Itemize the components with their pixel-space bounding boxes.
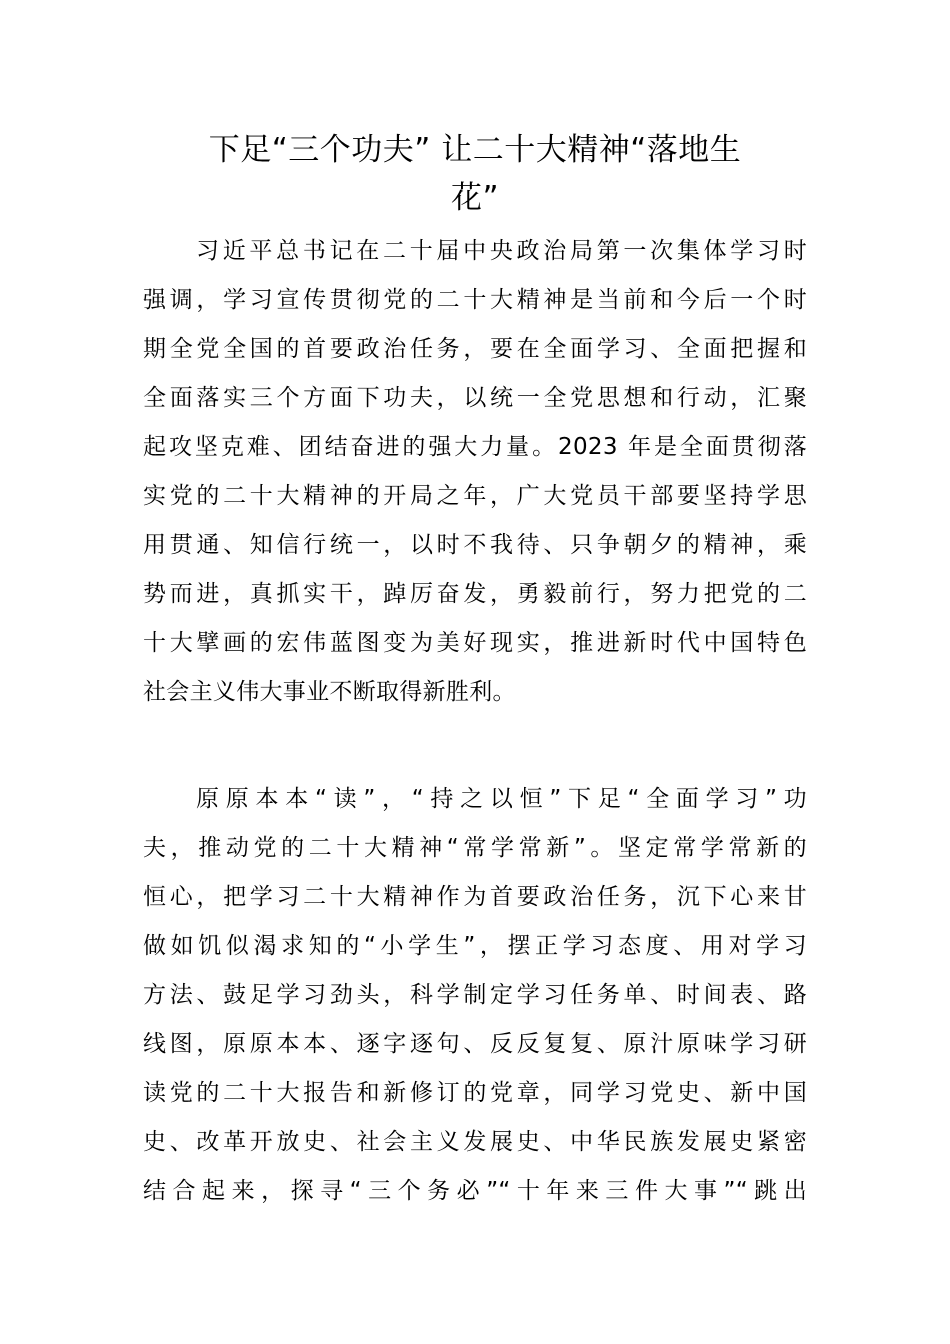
paragraph-line: 做如饥似渴求知的“小学生”，摆正学习态度、用对学习 — [143, 933, 807, 959]
paragraph-line: 强调，学习宣传贯彻党的二十大精神是当前和今后一个时 — [143, 287, 807, 313]
paragraph-line: 线图，原原本本、逐字逐句、反反复复、原汁原味学习研 — [143, 1031, 807, 1057]
paragraph-line: 全面落实三个方面下功夫，以统一全党思想和行动，汇聚 — [143, 385, 807, 411]
paragraph-line: 习近平总书记在二十届中央政治局第一次集体学习时 — [196, 238, 807, 264]
paragraph-line: 史、改革开放史、社会主义发展史、中华民族发展史紧密 — [143, 1129, 807, 1155]
paragraph-line: 原原本本“读”，“持之以恒”下足“全面学习”功 — [196, 786, 807, 812]
paragraph-line: 十大擘画的宏伟蓝图变为美好现实，推进新时代中国特色 — [143, 630, 807, 656]
paragraph-line: 读党的二十大报告和新修订的党章，同学习党史、新中国 — [143, 1080, 807, 1106]
paragraph-line: 恒心，把学习二十大精神作为首要政治任务，沉下心来甘 — [143, 884, 807, 910]
title-line: 花” — [450, 180, 500, 216]
paragraph-line: 用贯通、知信行统一，以时不我待、只争朝夕的精神，乘 — [143, 532, 807, 558]
paragraph-line: 社会主义伟大事业不断取得新胜利。 — [143, 679, 516, 705]
document-title — [130, 126, 820, 222]
paragraph-line: 实党的二十大精神的开局之年，广大党员干部要坚持学思 — [143, 483, 807, 509]
paragraph-line: 势而进，真抓实干，踔厉奋发，勇毅前行，努力把党的二 — [143, 581, 807, 607]
title-line: 下足“三个功夫” 让二十大精神“落地生 — [208, 132, 742, 168]
paragraph-line: 夫，推动党的二十大精神“常学常新”。坚定常学常新的 — [143, 835, 807, 861]
paragraph-line: 起攻坚克难、团结奋进的强大力量。2023 年是全面贯彻落 — [143, 434, 807, 460]
paragraph-line: 结合起来，探寻“三个务必”“十年来三件大事”“跳出 — [143, 1178, 807, 1204]
paragraph-line: 期全党全国的首要政治任务，要在全面学习、全面把握和 — [143, 336, 807, 362]
paragraph-line: 方法、鼓足学习劲头，科学制定学习任务单、时间表、路 — [143, 982, 807, 1008]
